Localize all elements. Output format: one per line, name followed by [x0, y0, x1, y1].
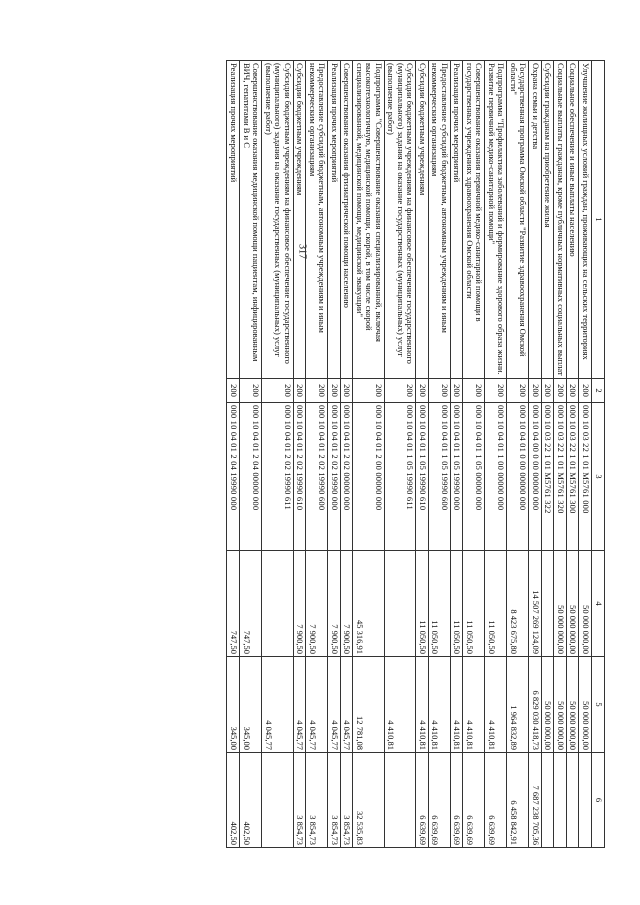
- row-amount-col6: 7 687 238 705,36: [529, 753, 542, 848]
- row-amount-col4: 11 050,50: [450, 551, 463, 657]
- row-code-admin: 200: [227, 379, 240, 403]
- table-row: [485, 61, 507, 848]
- row-budget-code: 000 10 04 01 0 00 00000 000: [507, 403, 529, 551]
- row-amount-col4: 11 050,50: [463, 551, 485, 657]
- row-name: Субсидии гражданам на приобретение жилья: [541, 61, 554, 379]
- row-budget-code: 000 10 04 01 1 05 00000 000: [463, 403, 485, 551]
- row-amount-col4: 45 316,91: [353, 551, 385, 657]
- row-name: Предоставление субсидий бюджетным, автономным учреждениям и иным некоммерческим организациям: [428, 61, 450, 379]
- row-amount-col4: 747,50: [227, 551, 240, 657]
- row-code-admin: 200: [529, 379, 542, 403]
- row-budget-code: 000 10 04 01 2 00 00000 000: [353, 403, 385, 551]
- row-name: Совершенствование оказания первичной медико-санитарной помощи в государственных учреждениях здравоохранения Омской области: [463, 61, 485, 379]
- row-budget-code: 000 10 04 01 1 05 19990 600: [428, 403, 450, 551]
- row-name: Социальные выплаты гражданам, кроме публичных нормативных социальных выплат: [554, 61, 567, 379]
- row-budget-code: 000 10 04 01 1 05 19990 610: [416, 403, 429, 551]
- row-amount-col5: 4 045,77: [328, 657, 341, 753]
- row-amount-col6: 3 854,73: [340, 753, 353, 848]
- row-amount-col5: 4 045,77: [262, 657, 294, 753]
- row-budget-code: 000 10 04 01 2 04 00000 000: [240, 403, 262, 551]
- row-amount-col6: 3 854,73: [293, 753, 306, 848]
- row-code-admin: 200: [450, 379, 463, 403]
- row-code-admin: 200: [428, 379, 450, 403]
- table-row: [227, 61, 240, 848]
- row-budget-code: 000 10 04 01 2 02 19990 600: [306, 403, 328, 551]
- row-amount-col6: 6 639,69: [450, 753, 463, 848]
- row-name: Субсидии бюджетным учреждениям на финансовое обеспечение государственного (муниципального) задания на оказание государственных (муниципальных) услуг (выполнение работ): [384, 61, 416, 379]
- page-number: 317: [296, 244, 308, 259]
- row-code-admin: 200: [554, 379, 567, 403]
- table-row: [463, 61, 485, 848]
- row-code-admin: 200: [262, 379, 294, 403]
- header-col-6: 6: [592, 753, 605, 848]
- row-amount-col6: [384, 753, 416, 848]
- row-code-admin: 200: [507, 379, 529, 403]
- header-col-5: 5: [592, 657, 605, 753]
- row-budget-code: 000 10 03 22 1 01 M5761 000: [579, 403, 592, 551]
- table-row: [566, 61, 579, 848]
- row-budget-code: 000 10 04 01 2 02 19990 000: [328, 403, 341, 551]
- row-amount-col4: 7 900,50: [328, 551, 341, 657]
- row-budget-code: 000 10 04 01 2 04 19990 000: [227, 403, 240, 551]
- row-amount-col4: 11 050,50: [416, 551, 429, 657]
- row-amount-col6: [262, 753, 294, 848]
- row-code-admin: 200: [485, 379, 507, 403]
- row-code-admin: 200: [416, 379, 429, 403]
- row-amount-col5: 4 410,81: [416, 657, 429, 753]
- row-amount-col6: [554, 753, 567, 848]
- table-row: [293, 61, 306, 848]
- row-amount-col4: 11 050,50: [485, 551, 507, 657]
- row-budget-code: 000 10 04 01 2 02 19990 610: [293, 403, 306, 551]
- table-row: [306, 61, 328, 848]
- rotated-page-area: [60, 60, 605, 847]
- row-name: Субсидии бюджетным учреждениям на финансовое обеспечение государственного (муниципального) задания на оказание государственных (муниципальных) услуг (выполнение работ): [262, 61, 294, 379]
- table-row: [353, 61, 385, 848]
- header-col-4: 4: [592, 551, 605, 657]
- row-amount-col6: 32 535,83: [353, 753, 385, 848]
- row-amount-col6: 402,50: [227, 753, 240, 848]
- row-amount-col4: 50 000 000,00: [554, 551, 567, 657]
- table-row: [384, 61, 416, 848]
- row-amount-col4: [541, 551, 554, 657]
- row-amount-col5: 1 964 832,89: [507, 657, 529, 753]
- row-name: Подпрограмма "Совершенствование оказания специализированной, включая высокотехнологичную, медицинской помощи, скорой, в том числе скорой специализированной, медицинской помощи, медицинской эвакуации": [353, 61, 385, 379]
- row-budget-code: 000 10 04 01 1 05 19990 000: [450, 403, 463, 551]
- row-amount-col6: 402,50: [240, 753, 262, 848]
- budget-table: [227, 60, 606, 848]
- row-amount-col6: 6 639,69: [485, 753, 507, 848]
- header-col-2: 2: [592, 379, 605, 403]
- row-name: Реализация прочих мероприятий: [328, 61, 341, 379]
- table-row: [328, 61, 341, 848]
- row-amount-col5: 12 781,08: [353, 657, 385, 753]
- row-name: Субсидии бюджетным учреждениям: [293, 61, 306, 379]
- row-name: Улучшение жилищных условий граждан, проживающих на сельских территориях: [579, 61, 592, 379]
- row-amount-col6: 6 639,69: [463, 753, 485, 848]
- row-name: Охрана семьи и детства: [529, 61, 542, 379]
- row-amount-col5: 50 000 000,00: [566, 657, 579, 753]
- table-row: [579, 61, 592, 848]
- table-row: [428, 61, 450, 848]
- row-budget-code: 000 10 04 01 1 00 00000 000: [485, 403, 507, 551]
- row-code-admin: 200: [340, 379, 353, 403]
- row-amount-col4: 7 900,50: [306, 551, 328, 657]
- row-amount-col4: 747,50: [240, 551, 262, 657]
- table-row: [416, 61, 429, 848]
- row-name: Социальное обеспечение и иные выплаты населению: [566, 61, 579, 379]
- row-name: Государственная программа Омской области "Развитие здравоохранения Омской области": [507, 61, 529, 379]
- row-amount-col4: 14 507 269 124,09: [529, 551, 542, 657]
- row-budget-code: 000 10 04 00 0 00 00000 000: [529, 403, 542, 551]
- row-amount-col5: 4 045,77: [306, 657, 328, 753]
- row-amount-col6: [566, 753, 579, 848]
- row-amount-col5: 6 829 030 418,73: [529, 657, 542, 753]
- row-budget-code: 000 10 03 22 1 01 M5761 300: [566, 403, 579, 551]
- row-budget-code: 000 10 04 01 2 02 00000 000: [340, 403, 353, 551]
- row-code-admin: 200: [579, 379, 592, 403]
- row-amount-col5: 4 410,81: [463, 657, 485, 753]
- row-amount-col5: 50 000 000,00: [554, 657, 567, 753]
- row-amount-col5: 4 410,81: [384, 657, 416, 753]
- table-body: [227, 61, 592, 848]
- row-budget-code: 000 10 03 22 1 01 M5761 320: [554, 403, 567, 551]
- row-code-admin: 200: [384, 379, 416, 403]
- row-amount-col4: 50 000 000,00: [579, 551, 592, 657]
- row-amount-col5: 4 410,81: [485, 657, 507, 753]
- row-name: Подпрограмма "Профилактика заболеваний и формирование здорового образа жизни. Развитие первичной медико-санитарной помощи": [485, 61, 507, 379]
- row-amount-col6: 3 854,73: [306, 753, 328, 848]
- row-amount-col5: 345,00: [240, 657, 262, 753]
- row-amount-col4: 7 900,50: [293, 551, 306, 657]
- row-amount-col4: 8 423 675,80: [507, 551, 529, 657]
- row-name: Реализация прочих мероприятий: [227, 61, 240, 379]
- row-amount-col5: 4 045,77: [340, 657, 353, 753]
- row-amount-col5: 4 410,81: [450, 657, 463, 753]
- row-code-admin: 200: [541, 379, 554, 403]
- row-amount-col6: 3 854,73: [328, 753, 341, 848]
- row-budget-code: 000 10 04 01 2 02 19990 611: [262, 403, 294, 551]
- table-row: [450, 61, 463, 848]
- row-code-admin: 200: [463, 379, 485, 403]
- row-name: Субсидии бюджетным учреждениям: [416, 61, 429, 379]
- row-name: Совершенствование оказания фтизиатрической помощи населению: [340, 61, 353, 379]
- row-amount-col6: [541, 753, 554, 848]
- row-name: Совершенствование оказания медицинской помощи пациентам, инфицированным ВИЧ, гепатитами В и С: [240, 61, 262, 379]
- row-amount-col5: 4 045,77: [293, 657, 306, 753]
- row-code-admin: 200: [328, 379, 341, 403]
- row-amount-col6: 6 639,69: [416, 753, 429, 848]
- row-amount-col4: 7 900,50: [340, 551, 353, 657]
- row-amount-col5: 4 410,81: [428, 657, 450, 753]
- table-header-row: [592, 61, 605, 848]
- budget-table-container: [60, 60, 605, 847]
- header-col-3: 3: [592, 403, 605, 551]
- row-name: Предоставление субсидий бюджетным, автономным учреждениям и иным некоммерческим организациям: [306, 61, 328, 379]
- row-budget-code: 000 10 03 22 1 01 M5761 322: [541, 403, 554, 551]
- row-amount-col6: 6 639,69: [428, 753, 450, 848]
- row-code-admin: 200: [240, 379, 262, 403]
- table-row: [541, 61, 554, 848]
- table-row: [529, 61, 542, 848]
- row-amount-col5: 345,00: [227, 657, 240, 753]
- row-code-admin: 200: [566, 379, 579, 403]
- table-row: [554, 61, 567, 848]
- row-code-admin: 200: [306, 379, 328, 403]
- row-amount-col5: 50 000 000,00: [579, 657, 592, 753]
- row-name: Реализация прочих мероприятий: [450, 61, 463, 379]
- row-code-admin: 200: [353, 379, 385, 403]
- row-amount-col4: 11 050,50: [428, 551, 450, 657]
- header-col-1: 1: [592, 61, 605, 379]
- table-row: [507, 61, 529, 848]
- row-amount-col4: [262, 551, 294, 657]
- row-amount-col6: [579, 753, 592, 848]
- row-budget-code: 000 10 04 01 1 05 19990 611: [384, 403, 416, 551]
- row-amount-col6: 6 458 842,91: [507, 753, 529, 848]
- row-amount-col5: 50 000 000,00: [541, 657, 554, 753]
- row-amount-col4: 50 000 000,00: [566, 551, 579, 657]
- table-row: [262, 61, 294, 848]
- table-row: [240, 61, 262, 848]
- row-amount-col4: [384, 551, 416, 657]
- table-row: [340, 61, 353, 848]
- row-code-admin: 200: [293, 379, 306, 403]
